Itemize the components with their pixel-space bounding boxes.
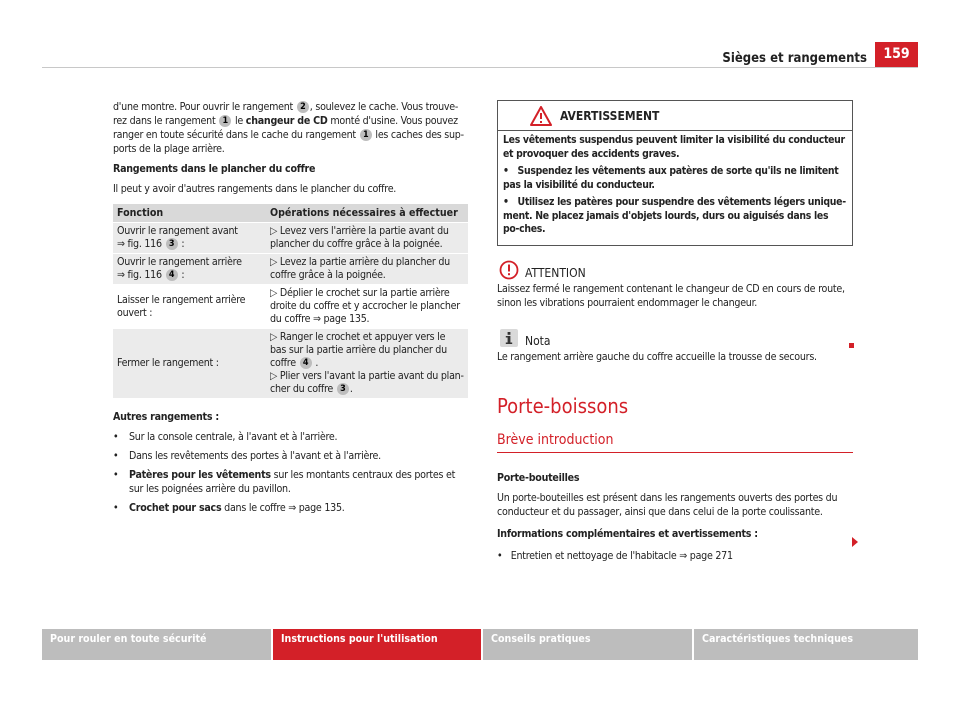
list-item: • Crochet pour sacs dans le coffre ⇒ page 135. <box>113 501 468 515</box>
nota-title: Nota <box>525 333 551 348</box>
footer-tab-specs[interactable]: Caractéristiques techniques <box>694 629 918 660</box>
step-arrow-icon: ▷ <box>270 331 278 343</box>
warning-bullet: • Utilisez les patères pour suspendre des vêtements légers unique-ment. Ne placez jamais d'objets lourds, durs ou aiguisés dans les po-ches. <box>503 196 846 235</box>
info-icon <box>499 328 519 348</box>
info-heading: Informations complémentaires et avertissements : <box>497 527 758 540</box>
table-header-operations: Opérations nécessaires à effectuer <box>266 204 468 223</box>
step-arrow-icon: ▷ <box>270 287 278 299</box>
list-item: • Patères pour les vêtements sur les montants centraux des portes et sur les poignées arrière du pavillon. <box>113 468 468 496</box>
callout-badge: 4 <box>166 269 178 281</box>
callout-badge: 2 <box>297 101 309 113</box>
footer-tab-instructions[interactable]: Instructions pour l'utilisation <box>273 629 481 660</box>
table-row: Ouvrir le rangement arrière ⇒ fig. 116 4 : ▷ Levez la partie arrière du plancher du coffre grâce à la poignée. <box>113 254 468 285</box>
nota-header <box>497 328 853 350</box>
warning-bullet: • Suspendez les vêtements aux patères de sorte qu'ils ne limitent pas la visibilité du conducteur. <box>503 165 839 191</box>
table-header-function: Fonction <box>113 204 266 223</box>
step-arrow-icon: ▷ <box>270 225 278 237</box>
step-arrow-icon: ▷ <box>270 256 278 268</box>
table-header-row <box>113 204 468 223</box>
list-item: • Sur la console centrale, à l'avant et à l'arrière. <box>113 430 468 444</box>
table-row: Fermer le rangement : ▷ Ranger le crochet et appuyer vers le bas sur la partie arrière du plancher du coffre 4 . ▷ Plier vers l'avant la partie avant du plan-cher du coffre 3 . <box>113 329 468 399</box>
callout-badge: 3 <box>166 238 178 250</box>
list-item: • Dans les revêtements des portes à l'avant et à l'arrière. <box>113 449 468 463</box>
warning-triangle-icon <box>530 106 552 126</box>
callout-badge: 1 <box>360 129 372 141</box>
attention-header <box>497 260 853 282</box>
floor-text: Il peut y avoir d'autres rangements dans le plancher du coffre. <box>113 183 397 195</box>
subsection-title: Brève introduction <box>497 432 853 453</box>
table-row: Ouvrir le rangement avant ⇒ fig. 116 3 : ▷ Levez vers l'arrière la partie avant du plancher du coffre grâce à la poignée. <box>113 223 468 254</box>
floor-heading: Rangements dans le plancher du coffre <box>113 163 316 175</box>
attention-title: ATTENTION <box>525 265 586 280</box>
other-storage-list <box>113 430 468 515</box>
footer-tab-advice[interactable]: Conseils pratiques <box>483 629 692 660</box>
end-marker-icon <box>849 343 854 348</box>
callout-badge: 4 <box>300 357 312 369</box>
attention-text: Laissez fermé le rangement contenant le changeur de CD en cours de route, sinon les vibrations pourraient endommager le changeur. <box>497 282 845 309</box>
right-column <box>497 100 853 563</box>
callout-badge: 3 <box>337 383 349 395</box>
footer-nav <box>42 629 918 660</box>
intro-paragraph: d'une montre. Pour ouvrir le rangement 2 , soulevez le cache. Vous trouve-rez dans le rangement 1 le changeur de CD monté d'usine. Vous pouvez ranger en toute sécurité dans le cache du rangement 1 les caches des sup-ports de la plage arrière. <box>113 101 464 155</box>
bottle-heading: Porte-bouteilles <box>497 471 580 484</box>
warning-title: AVERTISSEMENT <box>560 109 660 123</box>
table-row: Laisser le rangement arrière ouvert : ▷ Déplier le crochet sur la partie arrière droite du coffre et y accrocher le plancher du coffre ⇒ page 135. <box>113 285 468 329</box>
continue-arrow-icon <box>852 537 858 547</box>
callout-badge: 1 <box>219 115 231 127</box>
warning-box <box>497 100 853 246</box>
page-number: 159 <box>875 42 918 67</box>
running-header-title: Sièges et rangements <box>722 51 867 66</box>
info-item: • Entretien et nettoyage de l'habitacle ⇒ page 271 <box>497 549 733 562</box>
header-rule <box>42 67 918 68</box>
bottle-text: Un porte-bouteilles est présent dans les rangements ouverts des portes du conducteur et du passager, ainsi que dans celui de la porte coulissante. <box>497 491 838 518</box>
step-arrow-icon: ▷ <box>270 370 278 382</box>
section-title: Porte-boissons <box>497 393 629 418</box>
nota-text: Le rangement arrière gauche du coffre accueille la trousse de secours. <box>497 350 817 363</box>
left-column <box>113 100 468 520</box>
other-storage-heading: Autres rangements : <box>113 411 219 423</box>
attention-icon <box>499 260 519 280</box>
footer-tab-safety[interactable]: Pour rouler en toute sécurité <box>42 629 271 660</box>
function-table <box>113 204 468 398</box>
warning-paragraph: Les vêtements suspendus peuvent limiter la visibilité du conducteur et provoquer des accidents graves. <box>503 134 845 160</box>
